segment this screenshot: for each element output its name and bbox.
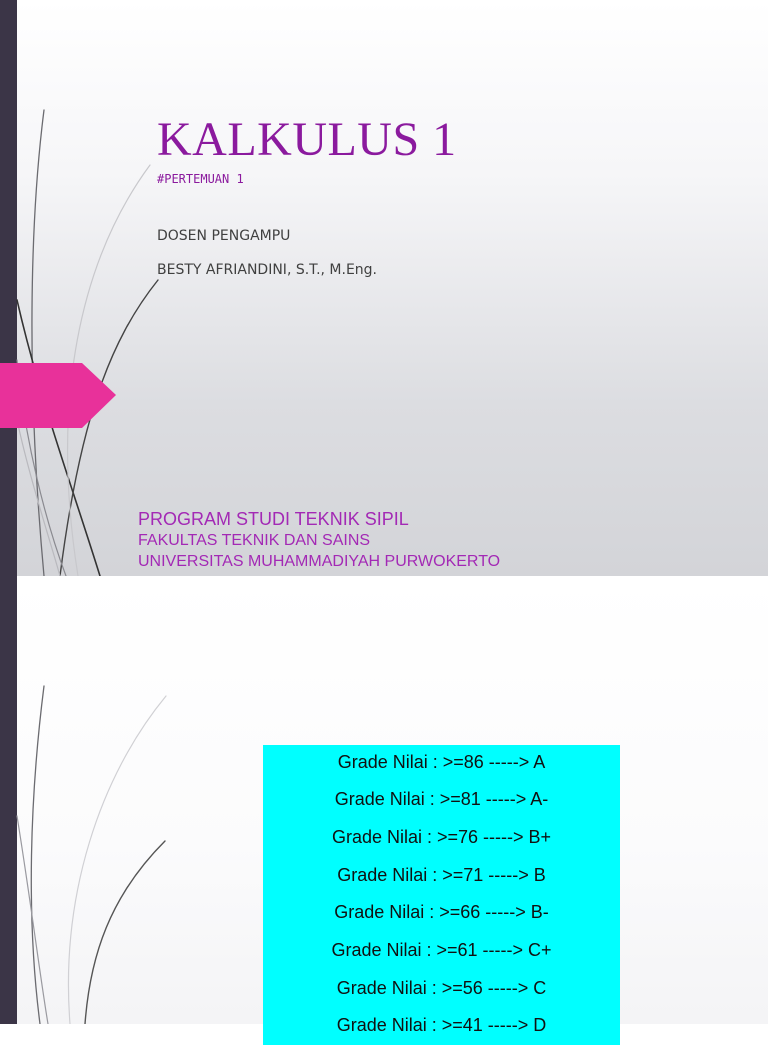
grade-row: Grade Nilai : >=76 -----> B+: [331, 827, 552, 847]
faculty-name: FAKULTAS TEKNIK DAN SAINS: [138, 532, 371, 549]
grade-row: Grade Nilai : >=86 -----> A: [337, 752, 546, 772]
decorative-curves: [0, 0, 220, 576]
decorative-curves: [0, 576, 220, 1024]
grade-row: Grade Nilai : >=56 -----> C: [336, 978, 547, 998]
program-name: PROGRAM STUDI TEKNIK SIPIL: [138, 509, 409, 529]
grade-row: Grade Nilai : >=81 -----> A-: [334, 789, 549, 809]
grade-row: Grade Nilai : >=61 -----> C+: [331, 940, 552, 960]
lecturer-name: BESTY AFRIANDINI, S.T., M.Eng.: [157, 262, 378, 278]
grade-table: [263, 745, 620, 1045]
lecturer-label: DOSEN PENGAMPU: [157, 228, 291, 244]
grade-row: Grade Nilai : >=41 -----> D: [336, 1015, 547, 1035]
grade-row: Grade Nilai : >=66 -----> B-: [334, 902, 549, 922]
slide-subtitle: #PERTEMUAN 1: [157, 172, 244, 186]
slide-title-text: KALKULUS 1: [157, 113, 457, 166]
grade-row: Grade Nilai : >=71 -----> B: [337, 865, 546, 885]
university-name: UNIVERSITAS MUHAMMADIYAH PURWOKERTO: [138, 553, 501, 570]
